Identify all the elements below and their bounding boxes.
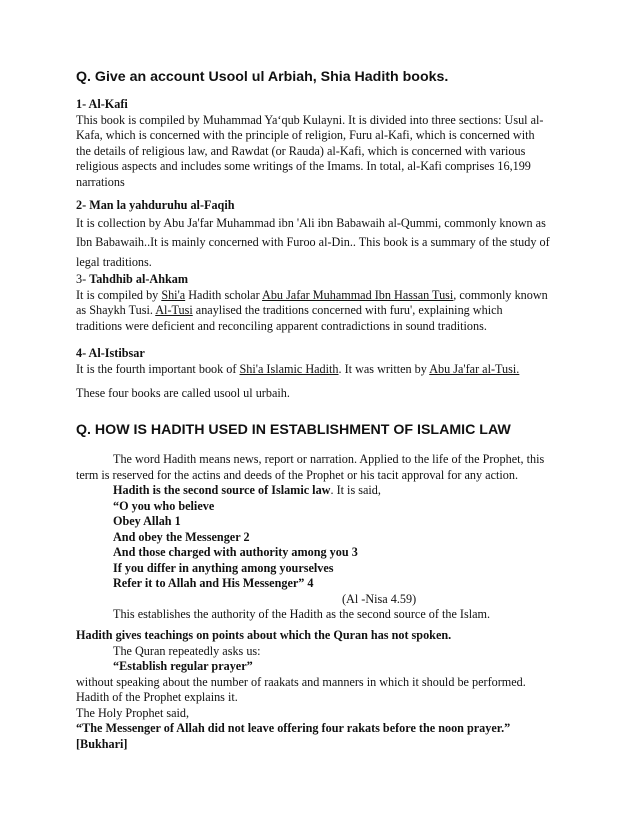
quran-citation: (Al -Nisa 4.59) [342, 591, 417, 606]
text-span: It is the fourth important book of [76, 361, 240, 376]
heading-usool-ul-arbiah: Q. Give an account Usool ul Arbiah, Shia Hadith books. [76, 69, 449, 85]
text-line: The Holy Prophet said, [76, 705, 190, 720]
text-line: This book is compiled by Muhammad Ya‘qub Kulayni. It is divided into three sections: Usul al- [76, 112, 544, 127]
text-line: Kafa, which is concerned with the principle of religion, Furu al-Kafi, which is concerned with [76, 128, 535, 142]
text-line [76, 303, 566, 319]
section-number: 3- [76, 272, 90, 286]
text-line [76, 288, 566, 304]
link-al-tusi[interactable]: Al-Tusi [155, 303, 193, 317]
section-hadith-law [76, 452, 576, 623]
link-shia[interactable]: Shi'a [161, 287, 186, 302]
text-span: as Shaykh Tusi. [76, 303, 156, 317]
link-abu-jafar-tusi[interactable]: Abu Jafar Muhammad Ibn Hassan Tusi [262, 287, 454, 302]
quote-line: “O you who believe [113, 498, 215, 513]
reference-bukhari: [Bukhari] [76, 736, 128, 751]
text-line: narrations [76, 174, 125, 189]
text-span: Hadith scholar [185, 287, 263, 302]
link-shia-islamic-hadith[interactable]: Shi'a Islamic Hadith [239, 361, 339, 376]
text-line: religious aspects and includes some writings of the Imams. In total, al-Kafi comprises 16,199 [76, 159, 531, 173]
text-span: . It is said, [330, 483, 381, 497]
section-heading: Hadith gives teachings on points about which the Quran has not spoken. [76, 628, 452, 642]
text-line: Ibn Babawaih..It is mainly concerned with Furoo al-Din.. This book is a summary of the study of [76, 234, 550, 249]
quote-line: “The Messenger of Allah did not leave offering four rakats before the noon prayer.” [76, 721, 511, 735]
text-line: The word Hadith means news, report or narration. Applied to the life of the Prophet, this [113, 452, 545, 466]
text-line: This establishes the authority of the Hadith as the second source of the Islam. [113, 607, 491, 621]
text-line: The Quran repeatedly asks us: [113, 643, 261, 658]
text-line: without speaking about the number of raakats and manners in which it should be performed. [76, 674, 526, 689]
text-line: term is reserved for the actins and deeds of the Prophet or his tacit approval for any action. [76, 467, 518, 482]
quote-line: And obey the Messenger 2 [113, 529, 250, 544]
text-line: Hadith of the Prophet explains it. [76, 690, 238, 704]
text-span: It is compiled by [76, 287, 162, 302]
link-abu-jafar-al-tusi[interactable]: Abu Ja'far al-Tusi. [429, 361, 520, 376]
text-span: , commonly known [453, 287, 548, 302]
section-man-la-yahduruhu [76, 198, 566, 272]
section-tahdhib [76, 272, 566, 334]
section-title: 4- Al-Istibsar [76, 346, 145, 360]
quote-line: Obey Allah 1 [113, 514, 181, 528]
text-line [76, 483, 576, 499]
text-span: . It was written by [338, 361, 430, 376]
section-al-istibsar [76, 346, 566, 402]
section-quran-not-spoken [76, 628, 576, 752]
text-line: legal traditions. [76, 254, 152, 269]
bold-lead: Hadith is the second source of Islamic law [113, 483, 331, 497]
section-title: 2- Man la yahduruhu al-Faqih [76, 198, 235, 212]
quote-line: And those charged with authority among you 3 [113, 545, 358, 559]
section-title-line [76, 272, 566, 288]
section-title: 1- Al-Kafi [76, 97, 128, 111]
quote-line: If you differ in anything among yourselves [113, 560, 334, 575]
text-line: traditions were deficient and reconciling apparent contradictions in sound traditions. [76, 318, 487, 333]
quote-line: Refer it to Allah and His Messenger” 4 [113, 576, 314, 590]
text-line: the details of religious law, and Rawdat (or Rauda) al-Kafi, which is concerned with various [76, 143, 526, 158]
section-al-kafi [76, 97, 566, 190]
section-title: Tahdhib al-Ahkam [89, 272, 188, 286]
quote-line: “Establish regular prayer” [113, 659, 253, 673]
text-line [76, 362, 566, 378]
summary-line: These four books are called usool ul urbaih. [76, 386, 290, 400]
heading-hadith-islamic-law: Q. HOW IS HADITH USED IN ESTABLISHMENT OF ISLAMIC LAW [76, 422, 511, 438]
text-line: It is collection by Abu Ja'far Muhammad ibn 'Ali ibn Babawaih al-Qummi, commonly known as [76, 215, 546, 230]
text-span: anaylised the traditions concerned with furu', explaining which [192, 303, 503, 317]
